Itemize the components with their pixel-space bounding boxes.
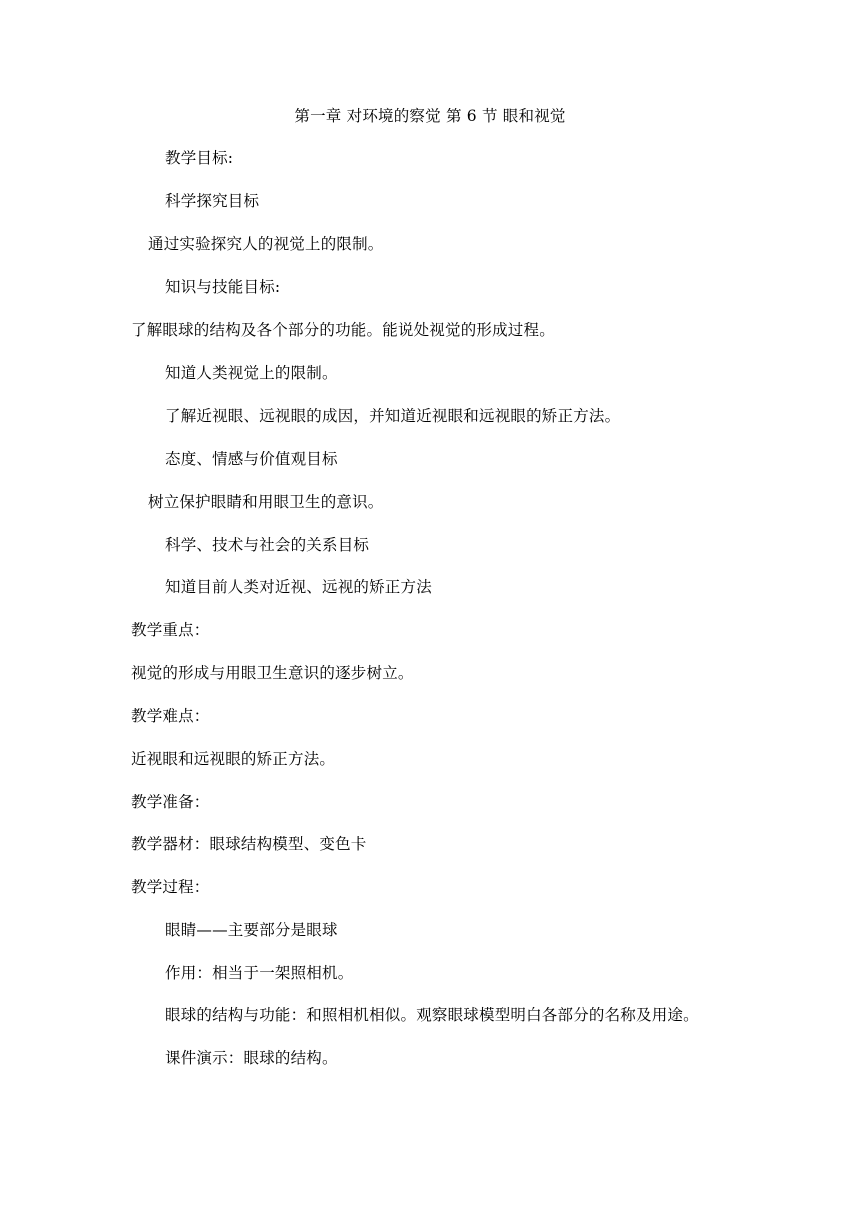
section-heading-difficulties: 教学难点： xyxy=(131,707,210,725)
section-heading-key-points: 教学重点： xyxy=(131,621,210,639)
subheading-sts: 科学、技术与社会的关系目标 xyxy=(165,536,370,554)
section-heading-preparation: 教学准备： xyxy=(131,793,210,811)
paragraph-line: 课件演示：眼球的结构。 xyxy=(165,1049,338,1067)
subheading-attitude-values: 态度、情感与价值观目标 xyxy=(165,450,338,468)
paragraph-line: 通过实验探究人的视觉上的限制。 xyxy=(148,235,384,253)
section-heading-process: 教学过程： xyxy=(131,878,210,896)
subheading-scientific-inquiry: 科学探究目标 xyxy=(165,192,260,210)
paragraph-line: 树立保护眼睛和用眼卫生的意识。 xyxy=(148,493,384,511)
paragraph-line: 作用：相当于一架照相机。 xyxy=(165,964,354,982)
document-title: 第一章 对环境的察觉 第 6 节 眼和视觉 xyxy=(294,107,566,125)
section-heading-teaching-goals: 教学目标: xyxy=(165,149,234,167)
paragraph-line: 了解眼球的结构及各个部分的功能。能说处视觉的形成过程。 xyxy=(131,321,555,339)
paragraph-line: 知道目前人类对近视、远视的矫正方法 xyxy=(165,578,432,596)
paragraph-line: 视觉的形成与用眼卫生意识的逐步树立。 xyxy=(131,664,414,682)
paragraph-line: 教学器材：眼球结构模型、变色卡 xyxy=(131,835,367,853)
paragraph-line: 知道人类视觉上的限制。 xyxy=(165,364,338,382)
paragraph-line: 眼睛——主要部分是眼球 xyxy=(165,921,338,939)
paragraph-line: 了解近视眼、远视眼的成因，并知道近视眼和远视眼的矫正方法。 xyxy=(165,407,621,425)
paragraph-line: 近视眼和远视眼的矫正方法。 xyxy=(131,750,336,768)
subheading-knowledge-skills: 知识与技能目标: xyxy=(165,278,281,296)
paragraph-line: 眼球的结构与功能：和照相机相似。观察眼球模型明白各部分的名称及用途。 xyxy=(165,1006,699,1024)
